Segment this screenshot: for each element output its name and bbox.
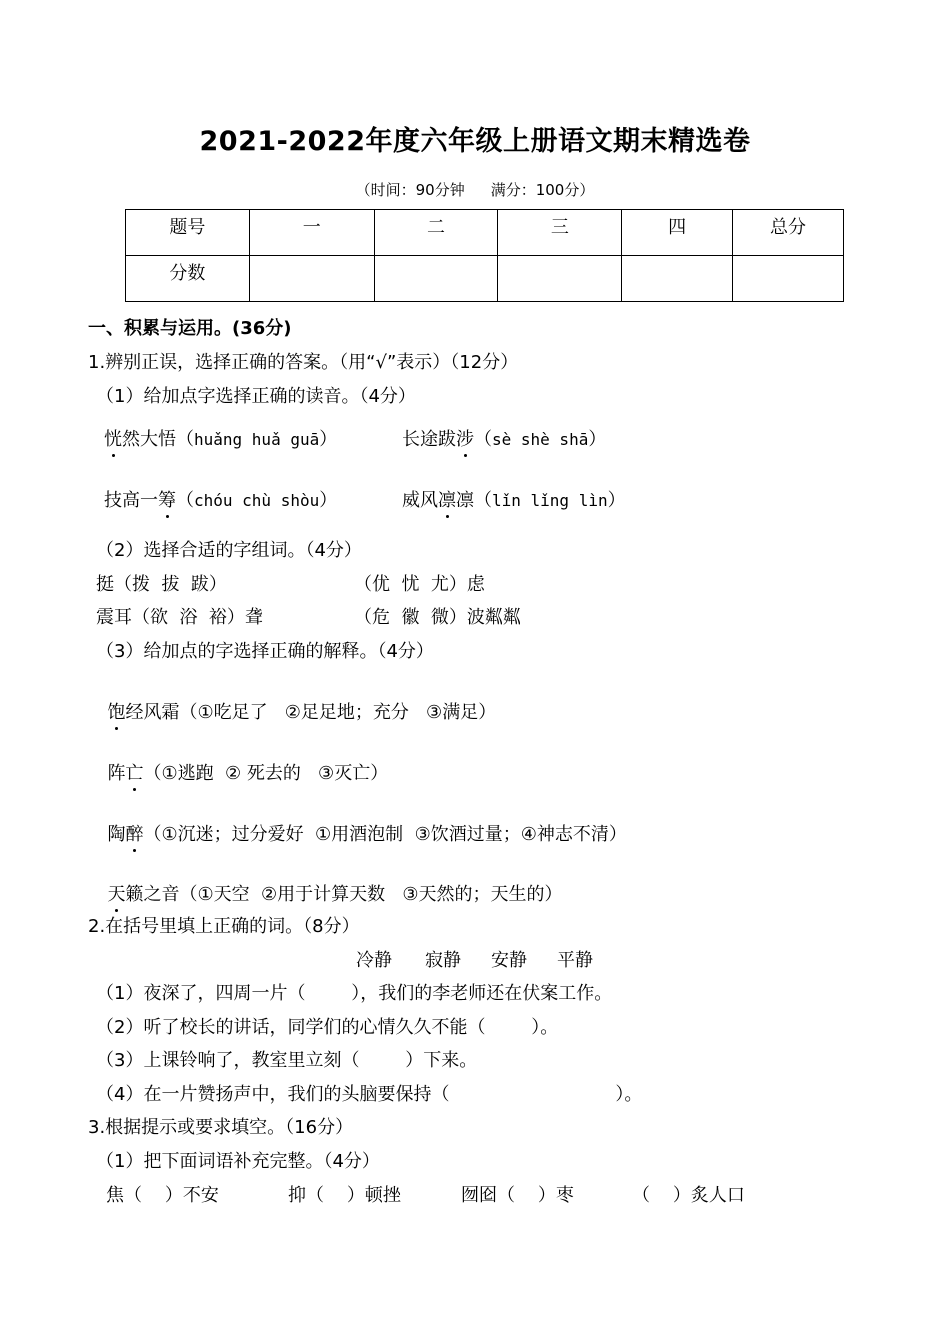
pinyin-item: 技高一筹（chóu chù shòu） xyxy=(104,490,338,511)
score-table-header-row xyxy=(126,210,844,256)
score-header-cell: 总分 xyxy=(733,210,844,256)
exam-full-score: 满分：100分） xyxy=(490,181,595,199)
idiom-item: 抑（ ）顿挫 xyxy=(288,1185,401,1206)
fill-blank-item: （1）夜深了，四周一片（ ），我们的李老师还在伏案工作。 xyxy=(96,983,613,1004)
score-cell[interactable] xyxy=(249,256,374,302)
meaning-item: 阵亡（①逃跑 ② 死去的 ③灭亡） xyxy=(107,763,389,784)
score-header-cell: 三 xyxy=(498,210,622,256)
score-header-cell: 四 xyxy=(622,210,733,256)
idiom-item: （ ）炙人口 xyxy=(632,1185,745,1206)
idiom-item: 焦（ ）不安 xyxy=(106,1185,219,1206)
score-cell[interactable] xyxy=(733,256,844,302)
score-header-cell: 一 xyxy=(249,210,374,256)
word-bank xyxy=(356,952,593,970)
score-cell[interactable] xyxy=(374,256,498,302)
score-table-row xyxy=(126,256,844,302)
question-1-part-1: （1）给加点字选择正确的读音。（4分） xyxy=(96,386,416,407)
score-header-cell: 二 xyxy=(374,210,498,256)
pinyin-item: 威风凛凛（lǐn lǐng lìn） xyxy=(402,490,626,511)
score-cell[interactable] xyxy=(498,256,622,302)
question-1: 1.辨别正误，选择正确的答案。（用“√”表示）（12分） xyxy=(88,352,519,373)
score-table xyxy=(125,209,844,302)
fill-blank-item: （2）听了校长的讲话，同学们的心情久久不能（ ）。 xyxy=(96,1017,559,1038)
word-bank-item: 冷静 xyxy=(356,950,392,971)
score-cell[interactable] xyxy=(622,256,733,302)
word-choice-item: 震耳（欲 浴 裕）聋 xyxy=(96,607,263,628)
meaning-item: 陶醉（①沉迷；过分爱好 ①用酒泡制 ③饮酒过量；④神志不清） xyxy=(107,824,627,845)
question-2: 2.在括号里填上正确的词。（8分） xyxy=(88,916,360,937)
word-choice-item: （危 徽 微）波粼粼 xyxy=(354,607,521,628)
fill-blank-item: （3）上课铃响了，教室里立刻（ ）下来。 xyxy=(96,1050,478,1071)
question-1-part-3: （3）给加点的字选择正确的解释。（4分） xyxy=(96,641,434,662)
word-choice-item: 挺（拨 拔 跋） xyxy=(96,574,227,595)
question-3: 3.根据提示或要求填空。（16分） xyxy=(88,1117,354,1138)
exam-time: （时间：90分钟 xyxy=(355,181,465,199)
question-1-part-2: （2）选择合适的字组词。（4分） xyxy=(96,540,362,561)
question-3-part-1: （1）把下面词语补充完整。（4分） xyxy=(96,1151,380,1172)
word-bank-item: 寂静 xyxy=(425,950,461,971)
meaning-item: 饱经风霜（①吃足了 ②足足地；充分 ③满足） xyxy=(107,702,497,723)
word-bank-item: 平静 xyxy=(557,950,593,971)
pinyin-item: 长途跋涉（sè shè shā） xyxy=(402,429,607,450)
word-bank-item: 安静 xyxy=(491,950,527,971)
word-choice-item: （优 忧 尤）虑 xyxy=(354,574,485,595)
meaning-item: 天籁之音（①天空 ②用于计算天数 ③天然的；天生的） xyxy=(107,884,563,905)
score-row-label: 分数 xyxy=(126,256,250,302)
fill-blank-item: （4）在一片赞扬声中，我们的头脑要保持（ ）。 xyxy=(96,1084,643,1105)
section-1-heading: 一、积累与运用。(36分) xyxy=(88,318,292,339)
page-title: 2021-2022年度六年级上册语文期末精选卷 xyxy=(199,126,751,157)
exam-info xyxy=(0,183,950,198)
score-header-cell: 题号 xyxy=(126,210,250,256)
idiom-item: 囫囵（ ）枣 xyxy=(461,1185,574,1206)
pinyin-item: 恍然大悟（huǎng huǎ guā） xyxy=(104,429,338,450)
